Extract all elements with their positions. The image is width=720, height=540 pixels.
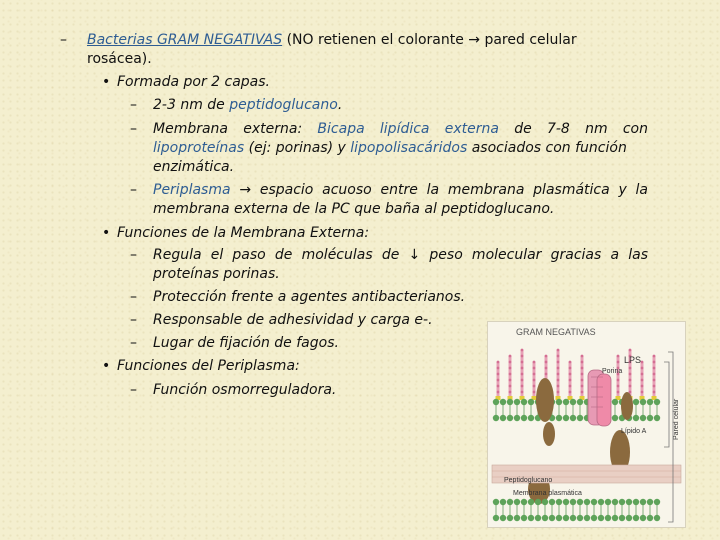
lipid-head — [542, 515, 548, 521]
lipid-head — [535, 499, 541, 505]
lipid-head — [507, 399, 513, 405]
fme1-line1: Regula el paso de moléculas de ↓ peso molecular gracias a las — [153, 247, 648, 263]
lipid-head — [626, 515, 632, 521]
lipid-head — [493, 515, 499, 521]
lps-sugar — [569, 361, 572, 364]
lps-sugar — [629, 379, 632, 382]
lps-sugar — [509, 385, 512, 388]
lps-sugar — [557, 379, 560, 382]
cell-wall-diagram — [488, 322, 685, 527]
lipid-head — [563, 415, 569, 421]
lps-sugar — [545, 355, 548, 358]
bullet-marker: • — [102, 225, 111, 241]
plasma-membrane — [493, 499, 660, 521]
figure-title: GRAM NEGATIVAS — [516, 327, 596, 337]
lipid-head — [598, 515, 604, 521]
bullet-marker: • — [102, 74, 111, 90]
lps-sugar — [653, 355, 656, 358]
lps-sugar — [629, 385, 632, 388]
lipid-head — [528, 415, 534, 421]
periplasma-term: Periplasma — [153, 182, 231, 198]
header-line — [87, 31, 648, 49]
dash-marker: – — [130, 97, 137, 113]
dash-marker: – — [130, 247, 137, 263]
lps-sugar — [521, 349, 524, 352]
label-pared-celular: Pared celular — [673, 398, 680, 440]
lipid-head — [654, 515, 660, 521]
lps-sugar — [557, 391, 560, 394]
lps-sugar — [653, 391, 656, 394]
lipid-head — [584, 515, 590, 521]
lps-sugar — [581, 379, 584, 382]
dash-marker: – — [130, 382, 137, 398]
lipoproteinas-term: lipoproteínas — [153, 140, 245, 156]
lps-sugar — [509, 361, 512, 364]
lps-sugar — [533, 367, 536, 370]
capa3-rest: → espacio acuoso entre la membrana plasmática y la — [230, 182, 648, 198]
lipid-head — [570, 399, 576, 405]
lipid-head — [633, 415, 639, 421]
lipid-head — [640, 515, 646, 521]
lps-sugar — [497, 373, 500, 376]
lipid-head — [493, 415, 499, 421]
lipid-head — [612, 499, 618, 505]
lipid-head — [570, 515, 576, 521]
capa3-line2: membrana externa de la PC que baña al peptidoglucano. — [153, 201, 555, 217]
lipid-head — [654, 399, 660, 405]
lps-sugar — [509, 355, 512, 358]
dash-marker: – — [130, 289, 137, 305]
capa1-line — [153, 96, 342, 114]
lipid-head — [654, 499, 660, 505]
lps-sugar — [557, 349, 560, 352]
lps-sugar — [497, 379, 500, 382]
lps-sugar — [557, 373, 560, 376]
dash-marker: – — [130, 335, 137, 351]
lps-sugar — [545, 367, 548, 370]
lps-sugar — [653, 379, 656, 382]
lipid-head — [514, 499, 520, 505]
lipid-head — [647, 415, 653, 421]
lipid-head — [647, 399, 653, 405]
lps-sugar — [581, 355, 584, 358]
lipid-head — [640, 415, 646, 421]
lps-sugar — [641, 385, 644, 388]
lipid-head — [507, 515, 513, 521]
lps-sugar — [653, 373, 656, 376]
lps-sugar — [533, 385, 536, 388]
peptidoglucano-term: peptidoglucano — [229, 97, 338, 113]
lps-sugar — [653, 361, 656, 364]
title-link[interactable]: Bacterias GRAM NEGATIVAS — [87, 32, 283, 48]
lipid-head — [514, 415, 520, 421]
lipid-head — [556, 415, 562, 421]
fme3-text: Responsable de adhesividad y carga e-. — [153, 312, 433, 328]
capa2-line2-mid: (ej: porinas) y — [244, 140, 351, 156]
lipid-head — [556, 515, 562, 521]
lps-sugar — [509, 373, 512, 376]
lps-sugar — [581, 391, 584, 394]
lipid-head — [500, 399, 506, 405]
lps-sugar — [521, 361, 524, 364]
lps-sugar — [557, 355, 560, 358]
lipid-head — [654, 415, 660, 421]
funciones-me-heading: Funciones de la Membrana Externa: — [117, 225, 370, 241]
lps-sugar — [641, 379, 644, 382]
lps-sugar — [629, 373, 632, 376]
lipid-head — [528, 399, 534, 405]
lipid-head — [612, 399, 618, 405]
lipid-head — [521, 499, 527, 505]
lipid-head — [521, 415, 527, 421]
lipid-head — [570, 499, 576, 505]
fme1-line2: proteínas porinas. — [153, 266, 280, 282]
lipid-head — [556, 399, 562, 405]
lps-sugar — [497, 361, 500, 364]
lps-sugar — [581, 385, 584, 388]
dash-marker: – — [60, 32, 67, 48]
lipid-head — [500, 415, 506, 421]
capa1-pre: 2-3 nm de — [153, 97, 230, 113]
lps-sugar — [569, 379, 572, 382]
lps-sugar — [617, 379, 620, 382]
lipid-head — [521, 399, 527, 405]
lipid-head — [577, 499, 583, 505]
fme2-text: Protección frente a agentes antibacterianos. — [153, 289, 466, 305]
lps-sugar — [497, 367, 500, 370]
lps-sugar — [521, 391, 524, 394]
lps-sugar — [521, 379, 524, 382]
lps-sugar — [497, 385, 500, 388]
label-membrana-plasmatica: Membrana plasmática — [513, 490, 582, 497]
label-lps: LPS — [624, 355, 642, 365]
lipid-head — [640, 399, 646, 405]
lipid-head — [556, 499, 562, 505]
lps-sugar — [533, 379, 536, 382]
lipid-head — [584, 499, 590, 505]
lps-sugar — [653, 367, 656, 370]
lipid-head — [493, 399, 499, 405]
lps-sugar — [641, 391, 644, 394]
lipid-head — [493, 499, 499, 505]
lipid-head — [577, 415, 583, 421]
lipid-head — [619, 515, 625, 521]
label-lipido-a: Lípido A — [621, 428, 647, 435]
label-porina: Porina — [602, 368, 623, 375]
lps-sugar — [521, 373, 524, 376]
lps-sugar — [581, 373, 584, 376]
lps-bracket — [664, 362, 669, 447]
lipid-head — [521, 515, 527, 521]
gram-negative-wall-figure — [487, 321, 686, 528]
lipid-head — [633, 499, 639, 505]
capa2-line1 — [153, 120, 648, 138]
lipid-head — [549, 515, 555, 521]
lipid-head — [570, 415, 576, 421]
dash-marker: – — [130, 182, 137, 198]
lipid-head — [591, 515, 597, 521]
lps-sugar — [521, 355, 524, 358]
lipid-head — [605, 515, 611, 521]
lipid-head — [633, 515, 639, 521]
lps-sugar — [569, 373, 572, 376]
lps-sugar — [545, 361, 548, 364]
capa1-post: . — [337, 97, 343, 113]
capa2-post: de 7-8 nm con — [498, 121, 648, 137]
lps-sugar — [641, 361, 644, 364]
lipid-head — [598, 499, 604, 505]
bicapa-term: Bicapa lipídica externa — [317, 121, 499, 137]
lps-sugar — [533, 361, 536, 364]
lipid-head — [591, 499, 597, 505]
porin-protein — [588, 370, 611, 426]
lps-sugar — [641, 373, 644, 376]
capa3-line1 — [153, 181, 648, 199]
fme4-text: Lugar de fijación de fagos. — [153, 335, 339, 351]
lps-sugar — [617, 391, 620, 394]
lipid-head — [647, 499, 653, 505]
capa2-line2-post: asociados con función — [467, 140, 627, 156]
lipid-head — [577, 515, 583, 521]
lps-sugar — [617, 355, 620, 358]
lps-sugar — [533, 373, 536, 376]
lipid-head — [619, 499, 625, 505]
capa2-pre: Membrana externa: — [153, 121, 318, 137]
lps-sugar — [629, 349, 632, 352]
lps-sugar — [629, 367, 632, 370]
capa2-line3: enzimática. — [153, 159, 235, 175]
lipid-head — [528, 499, 534, 505]
lipid-head — [528, 515, 534, 521]
lps-sugar — [557, 367, 560, 370]
lps-sugar — [509, 391, 512, 394]
lipid-head — [612, 415, 618, 421]
lps-sugar — [521, 385, 524, 388]
lps-sugar — [509, 367, 512, 370]
lipid-head — [500, 515, 506, 521]
lipid-head — [633, 399, 639, 405]
lipid-head — [514, 399, 520, 405]
lipid-head — [605, 499, 611, 505]
lipid-head — [507, 499, 513, 505]
lps-sugar — [497, 391, 500, 394]
outer-membrane — [493, 399, 660, 421]
lipid-head — [507, 415, 513, 421]
lps-sugar — [557, 361, 560, 364]
lps-sugar — [557, 385, 560, 388]
label-peptidoglucano: Peptidoglucano — [504, 477, 553, 484]
lps-sugar — [533, 391, 536, 394]
lps-sugar — [545, 373, 548, 376]
lps-sugar — [653, 385, 656, 388]
lps-sugar — [569, 367, 572, 370]
lps-sugar — [617, 385, 620, 388]
lipid-head — [563, 515, 569, 521]
lps-sugar — [641, 367, 644, 370]
lipid-head — [612, 515, 618, 521]
lipid-head — [647, 515, 653, 521]
lipid-head — [640, 499, 646, 505]
lipid-head — [500, 499, 506, 505]
lps-sugar — [569, 391, 572, 394]
lipid-head — [514, 515, 520, 521]
funciones-pp-heading: Funciones del Periplasma: — [117, 358, 300, 374]
lps-sugar — [521, 367, 524, 370]
lps-sugar — [617, 361, 620, 364]
lipid-head — [535, 515, 541, 521]
formada-text: Formada por 2 capas. — [117, 74, 271, 90]
dash-marker: – — [130, 312, 137, 328]
lps-sugar — [509, 379, 512, 382]
lipid-head — [626, 499, 632, 505]
dash-marker: – — [130, 121, 137, 137]
lps-sugar — [581, 367, 584, 370]
title-rest: (NO retienen el colorante → pared celular — [282, 32, 577, 48]
lipid-head — [577, 399, 583, 405]
lipid-head — [563, 399, 569, 405]
lps-sugar — [581, 361, 584, 364]
lps-sugar — [569, 385, 572, 388]
lipid-head — [549, 499, 555, 505]
fpp1-text: Función osmorreguladora. — [153, 382, 337, 398]
lipid-head — [542, 499, 548, 505]
capa2-line2 — [153, 139, 627, 157]
lipid-head — [563, 499, 569, 505]
title-continuation: rosácea). — [87, 51, 152, 67]
bullet-marker: • — [102, 358, 111, 374]
lipopolisacaridos-term: lipopolisacáridos — [350, 140, 468, 156]
